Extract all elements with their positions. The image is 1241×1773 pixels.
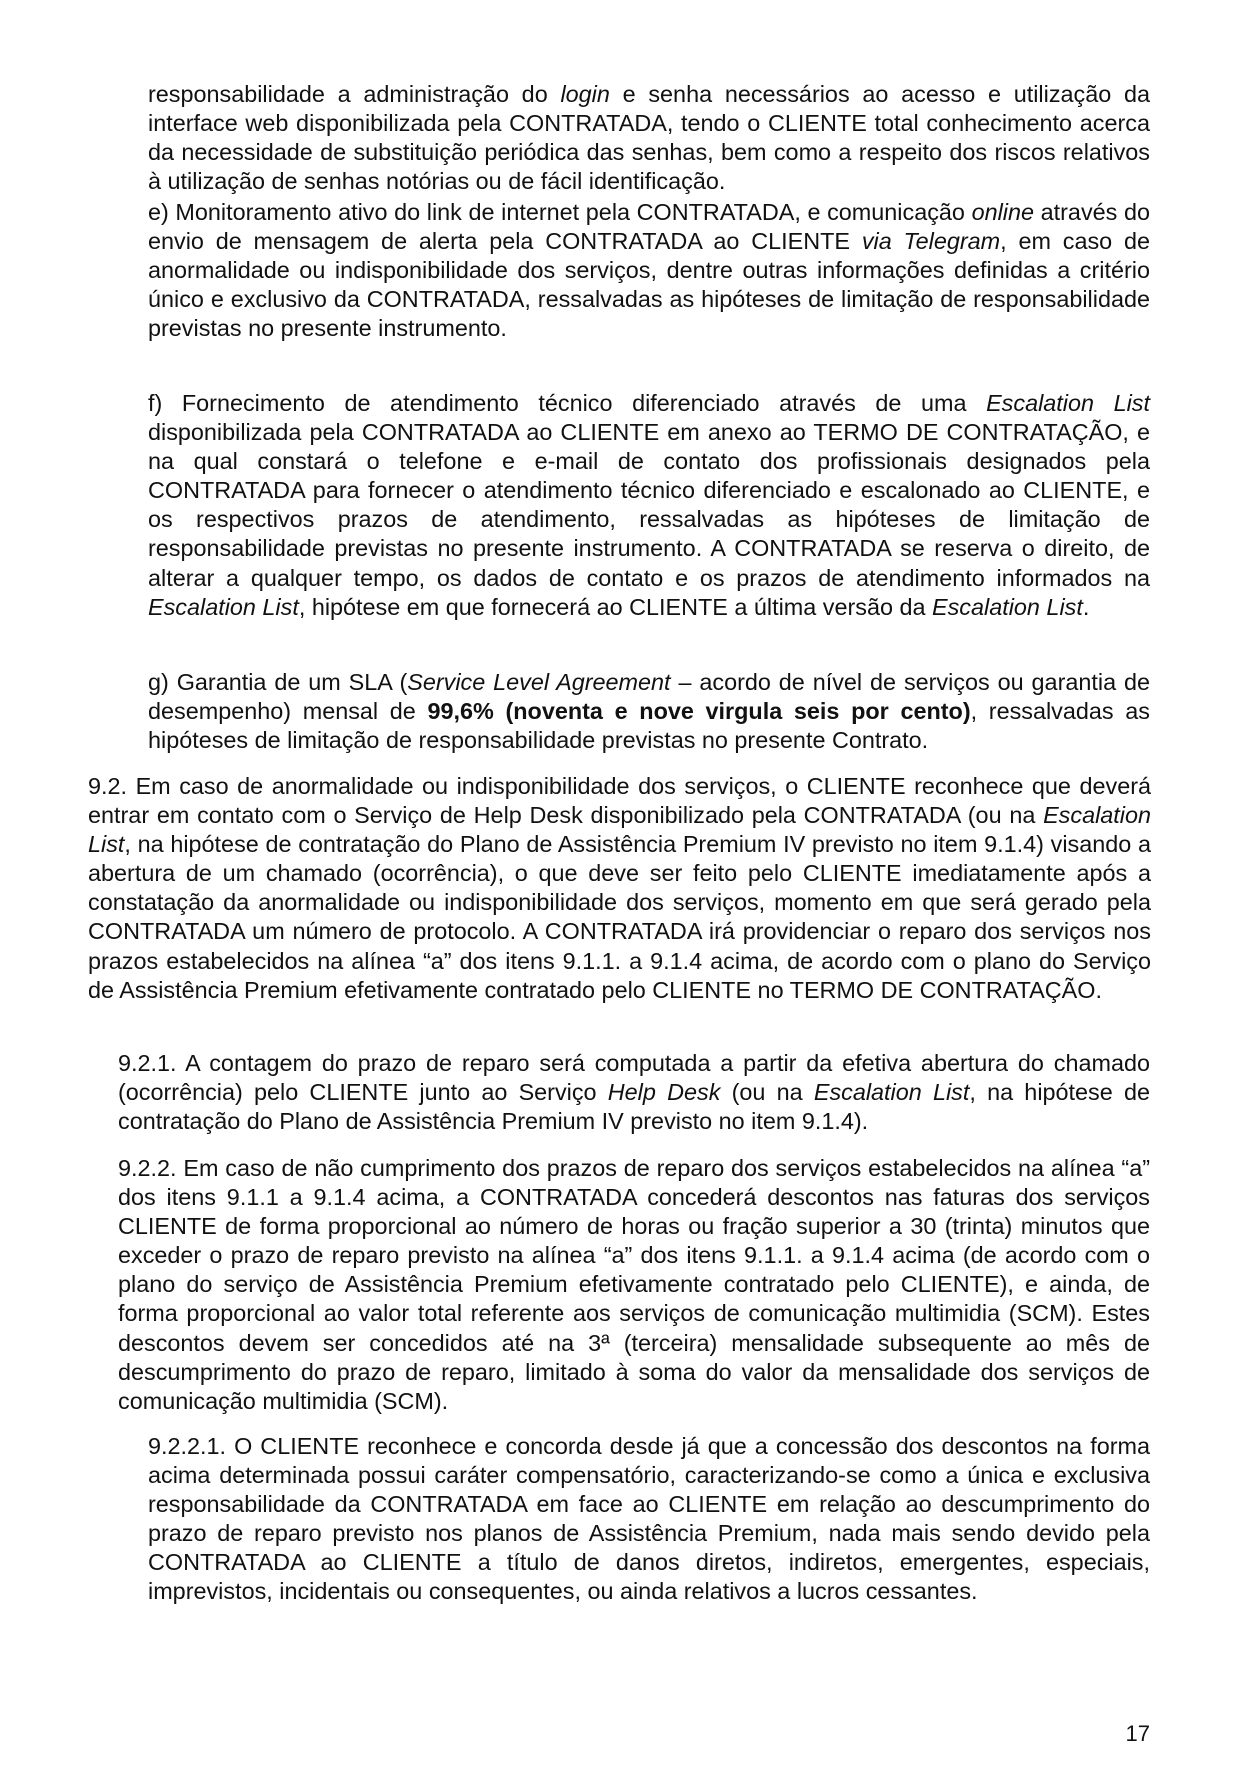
text-segment: , hipótese em que fornecerá ao CLIENTE a última versão da xyxy=(298,593,933,620)
paragraph-f xyxy=(148,389,1150,622)
italic-text: Escalation List xyxy=(88,802,1151,858)
bold-text: 99,6% (noventa e nove virgula seis por cento) xyxy=(427,698,971,725)
paragraph-9-2-2 xyxy=(118,1154,1150,1416)
paragraph-d-continuation xyxy=(148,80,1150,196)
text-segment: 9.2.1. A contagem do prazo de reparo será computada a partir da efetiva abertura do chamado (ocorrência) pelo CLIENTE junto ao Serviço xyxy=(118,1050,1150,1106)
text-segment: , na hipótese de contratação do Plano de Assistência Premium IV previsto no item 9.1.4). xyxy=(118,1079,1150,1135)
italic-text: Escalation List xyxy=(932,593,1083,620)
page-number: 17 xyxy=(1125,1721,1150,1746)
text-segment: , na hipótese de contratação do Plano de Assistência Premium IV previsto no item 9.1.4) visando a abertura de um chamado (ocorrência), o que deve ser feito pelo CLIENTE imediatamente após a constatação da anormalidade ou indisponibilidade dos serviços, momento em que será gerado pela CONTRATADA um número de protocolo. A CONTRATADA irá providenciar o reparo dos serviços nos prazos estabelecidos na alínea “a” dos itens 9.1.1. a 9.1.4 acima, de acordo com o plano do Serviço de Assistência Premium efetivamente contratado pelo CLIENTE no TERMO DE CONTRATAÇÃO. xyxy=(88,831,1151,1003)
text-segment: e senha necessários ao acesso e utilização da interface web disponibilizada pela CONTRATADA, tendo o CLIENTE total conhecimento acerca da necessidade de substituição periódica das senhas, bem como a respeito dos riscos relativos à utilização de senhas notórias ou de fácil identificação. xyxy=(148,81,1150,195)
text-segment: e) Monitoramento ativo do link de internet pela CONTRATADA, e comunicação xyxy=(148,199,972,225)
italic-text: via Telegram xyxy=(861,228,1001,255)
paragraph-9-2-1 xyxy=(118,1049,1150,1136)
text-segment: 9.2.2. Em caso de não cumprimento dos prazos de reparo dos serviços estabelecidos na alínea “a” dos itens 9.1.1 a 9.1.4 acima, a CONTRATADA concederá descontos nas faturas dos serviços CLIENTE de forma proporcional ao número de horas ou fração superior a 30 (trinta) minutos que exceder o prazo de reparo previsto na alínea “a” dos itens 9.1.1. a 9.1.4 acima (de acordo com o plano do serviço de Assistência Premium efetivamente contratado pelo CLIENTE), e ainda, de forma proporcional ao valor total referente aos serviços de comunicação multimidia (SCM). Estes descontos devem ser concedidos até na 3ª (terceira) mensalidade subsequente ao mês de descumprimento do prazo de reparo, limitado à soma do valor da mensalidade dos serviços de comunicação multimidia (SCM). xyxy=(118,1155,1150,1414)
text-segment: disponibilizada pela CONTRATADA ao CLIENTE em anexo ao TERMO DE CONTRATAÇÃO, e na qual constará o telefone e e-mail de contato dos profissionais designados pela CONTRATADA para fornecer o atendimento técnico diferenciado e escalonado ao CLIENTE, e os respectivos prazos de atendimento, ressalvadas as hipóteses de limitação de responsabilidade previstas no presente instrumento. A CONTRATADA se reserva o direito, de alterar a qualquer tempo, os dados de contato e os prazos de atendimento informados na xyxy=(148,419,1150,591)
italic-text: Help Desk xyxy=(607,1079,721,1106)
paragraph-e xyxy=(148,198,1150,343)
italic-text: Service Level Agreement xyxy=(407,669,671,695)
italic-text: Escalation List xyxy=(986,390,1150,416)
text-segment: . xyxy=(1082,593,1090,620)
italic-text: online xyxy=(971,199,1034,225)
text-segment: 9.2.2.1. O CLIENTE reconhece e concorda desde já que a concessão dos descontos na forma acima determinada possui caráter compensatório, caracterizando-se como a única e exclusiva responsabilidade da CONTRATADA em face ao CLIENTE em relação ao descumprimento do prazo de reparo previsto nos planos de Assistência Premium, nada mais sendo devido pela CONTRATADA ao CLIENTE a título de danos diretos, indiretos, emergentes, especiais, imprevistos, incidentais ou consequentes, ou ainda relativos a lucros cessantes. xyxy=(148,1433,1150,1605)
text-segment: responsabilidade a administração do xyxy=(148,81,561,107)
italic-text: Escalation List xyxy=(148,593,299,620)
text-segment: (ou na xyxy=(720,1079,814,1106)
paragraph-g xyxy=(148,668,1150,755)
text-segment: 9.2. Em caso de anormalidade ou indisponibilidade dos serviços, o CLIENTE reconhece que deverá entrar em contato com o Serviço de Help Desk disponibilizado pela CONTRATADA (ou na xyxy=(88,773,1151,829)
text-segment: f) Fornecimento de atendimento técnico diferenciado através de uma xyxy=(148,390,987,416)
text-segment: , ressalvadas as hipóteses de limitação de responsabilidade previstas no presente Contrato. xyxy=(148,698,1150,754)
text-segment: g) Garantia de um SLA ( xyxy=(148,669,408,695)
text-segment: através do envio de mensagem de alerta pela CONTRATADA ao CLIENTE xyxy=(148,199,1150,255)
italic-text: login xyxy=(560,81,610,107)
italic-text: Escalation List xyxy=(813,1079,970,1106)
text-segment: – acordo de nível de serviços ou garantia de desempenho) mensal de xyxy=(148,669,1151,725)
paragraph-9-2-2-1 xyxy=(148,1432,1150,1607)
text-segment: , em caso de anormalidade ou indisponibilidade dos serviços, dentre outras informações definidas a critério único e exclusivo da CONTRATADA, ressalvadas as hipóteses de limitação de responsabilidade previstas no presente instrumento. xyxy=(148,228,1151,342)
paragraph-9-2 xyxy=(88,772,1151,1005)
